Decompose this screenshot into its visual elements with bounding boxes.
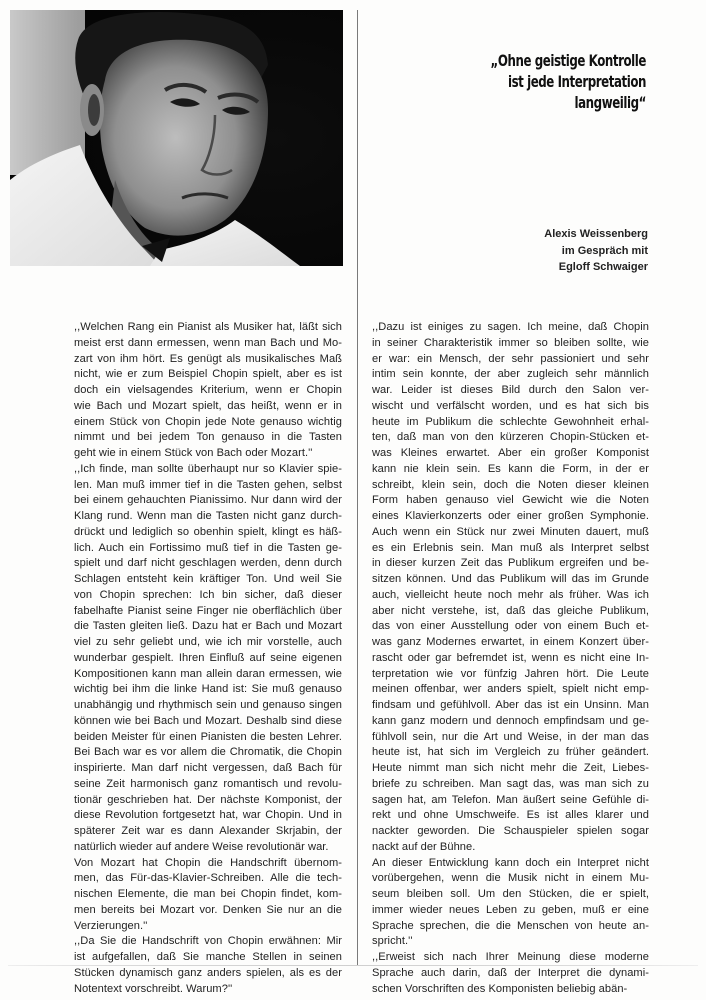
text-line: drückt und lediglich so obenhin spielt, klingt es häß- — [74, 525, 342, 538]
text-line: es ein Erlebnis sein. Man muß als Interpret selbst — [372, 541, 649, 554]
text-line: meinen offenbar, wer anders spielt, spielt nicht emp- — [372, 683, 649, 696]
text-line: Kompositionen kann man allein daran ermessen, wie — [74, 667, 342, 680]
text-line: findsam und gefühlvoll. Aber das ist ein Unsinn. Man — [372, 699, 649, 711]
text-line: auch, vielleicht heute noch mehr als früher. Was ich — [372, 588, 649, 601]
text-line: ,,Da Sie die Handschrift von Chopin erwähnen: Mir — [74, 935, 342, 948]
paragraph — [74, 856, 342, 935]
text-line: geht wie in einem Stück von Bach oder Mozart.'' — [74, 447, 313, 459]
byline-interviewer: Egloff Schwaiger — [558, 261, 648, 273]
text-line: len. Man muß immer tief in die Tasten gehen, selbst — [74, 478, 342, 491]
text-line: immer wieder neues Leben zu geben, muß er eine — [372, 903, 649, 916]
text-line: heute ist, hat sich im Vergleich zu früher geändert. — [372, 746, 649, 759]
text-line: sagen hat, am Telefon. Man äußert seine Gefühle di- — [372, 793, 649, 806]
text-line: doch ein vielsagendes Kriterium, wenn er Chopin — [74, 384, 342, 396]
text-line: bei einem gehauchten Pianissimo. Nur dann wird der — [74, 494, 342, 507]
text-line: wichtig bei ihm die linke Hand ist: Sie muß genauso — [74, 683, 342, 696]
text-line: kann nie klein sein. Es kann die Form, in der er — [372, 462, 649, 475]
text-line: die Tasten gleiten ließ. Dazu hat er Bach und Mozart — [74, 620, 342, 633]
text-line: nackt auf der Bühne. — [372, 840, 476, 853]
right-text-column — [372, 320, 649, 997]
text-line: Notentext vorschreibt. Warum?'' — [74, 982, 233, 995]
portrait-photo — [10, 10, 343, 266]
text-line: Auch wenn ein Stück nur zwei Minuten dauert, muß — [372, 525, 649, 538]
text-line: unabhängig und rhythmisch sein und genauso singen — [74, 699, 342, 711]
pull-quote-line: langweilig“ — [574, 93, 646, 112]
text-line: in seiner Charakteristik immer so bleiben sollte, wie — [372, 336, 649, 349]
text-line: Verzierungen.'' — [74, 919, 148, 932]
text-line: terpretation wie vor fünfzig Jahren hört. Die Leute — [372, 667, 649, 680]
text-line: können wie bei Bach und Mozart. Deshalb sind diese — [74, 714, 342, 727]
text-line: schreibt, klein sein, doch die Noten dieser kleinen — [372, 478, 649, 491]
portrait-illustration — [10, 10, 343, 266]
left-text-column — [74, 320, 342, 997]
text-line: fühlvoll sein, nur die Art und Weise, in der man das — [372, 730, 649, 743]
text-line: nackter geworden. Die Schauspieler spielen sogar — [372, 825, 649, 837]
text-line: zart von ihm hört. Es genügt als musikalisches Maß — [74, 352, 342, 365]
text-line: sitzen können. Und das Publikum will das im Grunde — [372, 573, 649, 585]
text-line: viel zu sehr geliebt und, wie ich mir vorstelle, auch — [74, 636, 342, 648]
paragraph — [74, 320, 342, 462]
text-line: Sprache sprechen, die die Menschen von heute an- — [372, 919, 649, 932]
paragraph — [372, 320, 649, 856]
text-line: heute im Publikum die schlechte Gewohnheit erhal- — [372, 415, 649, 428]
text-line: das von einer Ausstellung oder von einem Buch et- — [372, 620, 649, 633]
text-line: ,,Ich finde, man sollte überhaupt nur so Klavier spie- — [74, 462, 342, 475]
text-line: spricht.'' — [372, 935, 413, 948]
text-line: ,,Dazu ist einiges zu sagen. Ich meine, daß Chopin — [372, 321, 649, 333]
text-line: Klang rund. Wenn man die Tasten nicht ganz durch- — [74, 510, 342, 522]
text-line: war. Leider ist dieses Bild durch den Salon ver- — [372, 384, 649, 396]
text-line: An dieser Entwicklung kann doch ein Interpret nicht — [372, 856, 649, 869]
text-line: späterer Zeit war es dann Alexander Skrjabin, der — [74, 825, 342, 837]
text-line: was ganz Modernes erwartet, in einem Konzert über- — [372, 636, 649, 648]
text-line: nicht, wie er zum Beispiel Chopin spielt, aber es ist — [74, 368, 342, 381]
text-line: lich. Auch ein Fortissimo muß tief in die Tasten ge- — [74, 541, 342, 554]
text-line: ,,Erweist sich nach Ihrer Meinung diese moderne — [372, 951, 649, 963]
text-line: meist erst dann ermessen, wenn man Bach und Mo- — [74, 336, 342, 349]
text-line: einem Stück von Chopin jede Note genauso wichtig — [74, 415, 342, 428]
pull-quote-line: „Ohne geistige Kontrolle — [490, 51, 646, 70]
pull-quote — [346, 50, 646, 113]
text-line: men bereits bei Mozart vor. Denken Sie nur an die — [74, 903, 342, 916]
text-line: beiden Meister für einen Pianisten die besten Lehrer. — [74, 730, 342, 743]
text-line: schen Vorschriften des Komponisten beliebig abän- — [372, 982, 628, 995]
text-line: ,,Welchen Rang ein Pianist als Musiker hat, läßt sich — [74, 321, 342, 333]
text-line: Bei Bach war es vor allem die Chromatik, die Chopin — [74, 746, 342, 759]
paragraph — [74, 462, 342, 856]
text-line: kann ganz modern und dennoch empfindsam und ge- — [372, 714, 649, 727]
column-divider — [357, 10, 358, 965]
text-line: wunderbar gespielt. Ihren Einfluß auf seine eigenen — [74, 651, 342, 664]
text-line: men, das Für-das-Klavier-Schreiben. Alle die tech- — [74, 872, 342, 885]
text-line: inspirierte. Man darf nicht vergessen, daß Bach für — [74, 762, 342, 774]
text-line: wie Bach und Mozart spielt, das heißt, wenn er in — [74, 399, 342, 412]
text-line: Heute nimmt man sich nicht mehr die Zeit, Liebes- — [372, 762, 649, 774]
pull-quote-line: ist jede Interpretation — [507, 72, 646, 91]
paragraph — [372, 856, 649, 951]
text-line: tionär geschrieben hat. Der nächste Komponist, der — [74, 793, 342, 806]
byline-line: im Gespräch mit — [561, 244, 648, 257]
text-line: vorübergehen, wenn die Musik nicht in einem Mu- — [372, 872, 649, 885]
text-line: ist aufgefallen, daß Sie manche Stellen in seinen — [74, 951, 342, 963]
text-line: Stücken dynamisch ganz anders spielen, als es der — [74, 966, 342, 979]
text-line: natürlich wieder auf andere Weise revolutionär war. — [74, 840, 329, 853]
text-line: ten, daß man von den kürzeren Chopin-Stücken et- — [372, 431, 649, 444]
text-line: seine Zeit harmonisch ganz romantisch und revolu- — [74, 777, 342, 790]
text-line: diese Revolution fortgesetzt hat, war Chopin. Und in — [74, 809, 342, 822]
text-line: Form haben genauso viel Gewicht wie die Noten — [372, 494, 649, 507]
text-line: nischen Elemente, die man bei Chopin findet, kom- — [74, 888, 342, 900]
text-line: fabelhafte Pianist seine Finger nie oberflächlich über — [74, 604, 342, 617]
text-line: briefe zu schreiben. Man sagt das, was man sich zu — [372, 777, 649, 790]
paragraph — [372, 950, 649, 997]
text-line: Sprache auch darin, daß der Interpret die dynami- — [372, 966, 649, 979]
text-line: rekt und ohne Umschweife. Es ist alles klarer und — [372, 809, 649, 822]
text-line: intim sein konnte, der aber zugleich sehr männlich — [372, 368, 649, 381]
text-line: in dieser kurzen Zeit das Publikum ergreifen und be- — [372, 557, 649, 570]
text-line: von Chopin sprechen: Ich bin sicher, daß dieser — [74, 588, 342, 601]
byline — [428, 226, 648, 276]
byline-author: Alexis Weissenberg — [544, 228, 648, 240]
text-line: was Kleines erwartet. Aber ein großer Komponist — [372, 447, 649, 459]
text-line: aber nicht verstehe, ist, daß das gleiche Publikum, — [372, 604, 649, 617]
paragraph — [74, 934, 342, 997]
text-line: wischt und verfälscht worden, und es hat sich bis — [372, 399, 649, 412]
photo-ear-inner — [88, 94, 100, 126]
text-line: Schlagen entsteht kein kräftiger Ton. Und weil Sie — [74, 573, 342, 585]
text-line: seum bleiben soll. Um den Stücken, die er spielt, — [372, 888, 649, 900]
text-line: spielt und darf nicht geschlagen werden, denn durch — [74, 557, 342, 570]
text-line: Von Mozart hat Chopin die Handschrift übernom- — [74, 856, 342, 869]
text-line: eines Klavierkonzerts oder einer großen Symphonie. — [372, 510, 649, 522]
text-line: nimmt und bei jedem Ton genauso in die Tasten — [74, 431, 342, 444]
text-line: rascht oder gar befremdet ist, wenn es nicht eine In- — [372, 651, 649, 664]
text-line: er war: ein Mensch, der sehr passioniert und sehr — [372, 352, 649, 365]
